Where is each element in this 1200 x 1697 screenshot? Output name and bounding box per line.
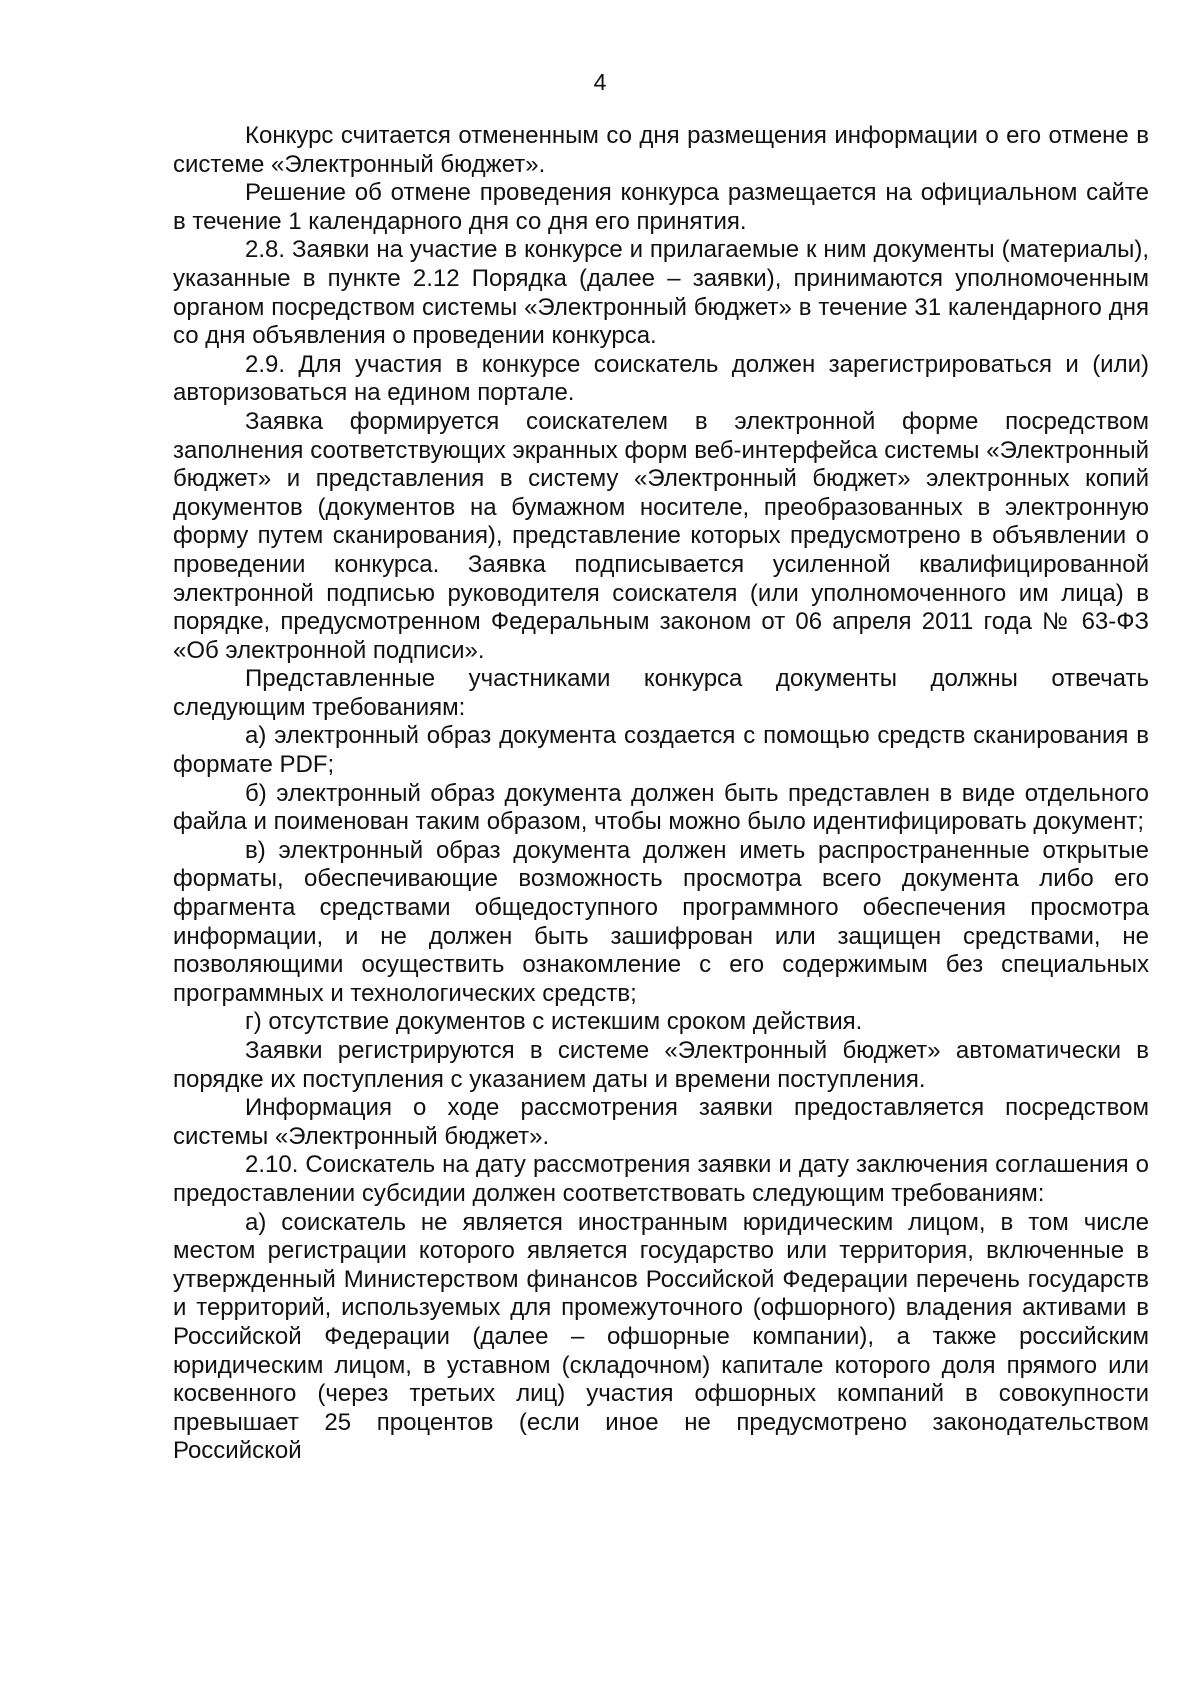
paragraph-requirement-b: б) электронный образ документа должен быть представлен в виде отдельного файла и поименован таким образом, чтобы можно было идентифицировать документ; bbox=[173, 779, 1149, 836]
paragraph-application-forming: Заявка формируется соискателем в электронной форме посредством заполнения соответствующих экранных форм веб-интерфейса системы «Электронный бюджет» и представления в систему «Электронный бюджет» электронных копий документов (документов на бумажном носителе, преобразованных в электронную форму путем сканирования), представление которых предусмотрено в объявлении о проведении конкурса. Заявка подписывается усиленной квалифицированной электронной подписью руководителя соискателя (или уполномоченного им лица) в порядке, предусмотренном Федеральным законом от 06 апреля 2011 года № 63-ФЗ «Об электронной подписи». bbox=[173, 407, 1149, 664]
paragraph-document-requirements: Представленные участниками конкурса документы должны отвечать следующим требованиям: bbox=[173, 665, 1149, 721]
document-body bbox=[173, 122, 1149, 1466]
paragraph-cancellation-decision: Решение об отмене проведения конкурса размещается на официальном сайте в течение 1 календарного дня со дня его принятия. bbox=[173, 179, 1149, 235]
paragraph-contest-cancelled: Конкурс считается отмененным со дня размещения информации о его отмене в системе «Электронный бюджет». bbox=[173, 122, 1149, 178]
paragraph-requirement-a: а) электронный образ документа создается с помощью средств сканирования в формате PDF; bbox=[173, 722, 1149, 779]
paragraph-requirement-g: г) отсутствие документов с истекшим сроком действия. bbox=[245, 1008, 863, 1036]
paragraph-review-information: Информация о ходе рассмотрения заявки предоставляется посредством системы «Электронный бюджет». bbox=[173, 1094, 1149, 1150]
paragraph-2-9-registration: 2.9. Для участия в конкурсе соискатель должен зарегистрироваться и (или) авторизоваться на едином портале. bbox=[173, 350, 1149, 407]
paragraph-applicant-requirement-a: а) соискатель не является иностранным юридическим лицом, в том числе местом регистрации которого является государство или территория, включенные в утвержденный Министерством финансов Российской Федерации перечень государств и территорий, используемых для промежуточного (офшорного) владения активами в Российской Федерации (далее – офшорные компании), а также российским юридическим лицом, в уставном (складочном) капитале которого доля прямого или косвенного (через третьих лиц) участия офшорных компаний в совокупности превышает 25 процентов (если иное не предусмотрено законодательством Российской bbox=[173, 1208, 1149, 1465]
page-number: 4 bbox=[593, 69, 607, 95]
paragraph-requirement-v: в) электронный образ документа должен иметь распространенные открытые форматы, обеспечивающие возможность просмотра всего документа либо его фрагмента средствами общедоступного программного обеспечения просмотра информации, и не должен быть зашифрован или защищен средствами, не позволяющими осуществить ознакомление с его содержимым без специальных программных и технологических средств; bbox=[173, 836, 1149, 1007]
paragraph-applications-registration: Заявки регистрируются в системе «Электронный бюджет» автоматически в порядке их поступления с указанием даты и времени поступления. bbox=[173, 1037, 1149, 1093]
paragraph-2-10-applicant-requirements: 2.10. Соискатель на дату рассмотрения заявки и дату заключения соглашения о предоставлении субсидии должен соответствовать следующим требованиям: bbox=[173, 1151, 1149, 1207]
paragraph-2-8-applications: 2.8. Заявки на участие в конкурсе и прилагаемые к ним документы (материалы), указанные в пункте 2.12 Порядка (далее – заявки), принимаются уполномоченным органом посредством системы «Электронный бюджет» в течение 31 календарного дня со дня объявления о проведении конкурса. bbox=[173, 236, 1149, 350]
